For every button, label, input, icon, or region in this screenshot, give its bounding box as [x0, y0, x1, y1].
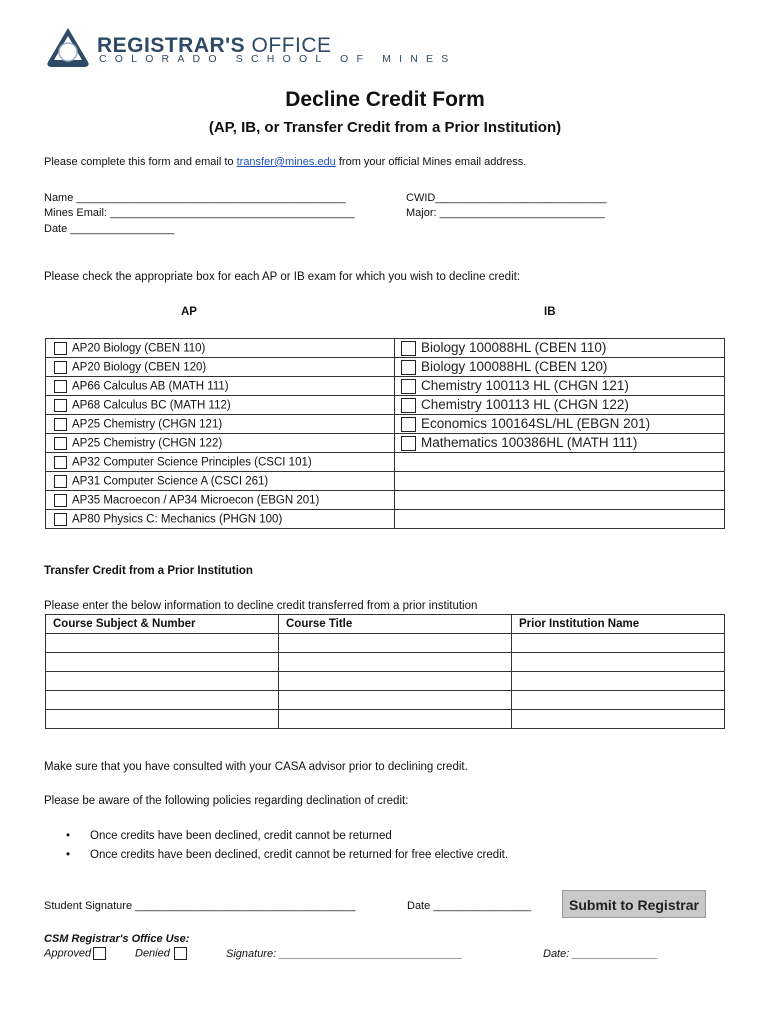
approved-label: Approved [44, 947, 92, 960]
ap-exam-label: AP80 Physics C: Mechanics (PHGN 100) [72, 513, 283, 526]
ib-cell [395, 510, 725, 529]
ib-checkbox[interactable] [401, 398, 416, 413]
ap-checkbox[interactable] [54, 361, 67, 374]
ib-cell [395, 415, 725, 434]
transfer-table [45, 614, 725, 729]
ap-exam-label: AP20 Biology (CBEN 110) [72, 342, 206, 355]
ap-checkbox[interactable] [54, 380, 67, 393]
ap-exam-label: AP20 Biology (CBEN 120) [72, 361, 207, 374]
ap-checkbox[interactable] [54, 494, 67, 507]
cwid-field[interactable]: CWID____________________________ [406, 192, 607, 204]
ap-cell [46, 339, 395, 358]
col-course-title: Course Title [279, 615, 512, 634]
ap-exam-label: AP68 Calculus BC (MATH 112) [72, 399, 231, 412]
ap-checkbox[interactable] [54, 456, 67, 469]
transfer-cell[interactable] [279, 634, 512, 653]
denied-option[interactable] [135, 947, 192, 960]
exam-row [46, 396, 725, 415]
transfer-row[interactable] [46, 710, 725, 729]
exam-row [46, 339, 725, 358]
ap-cell [46, 415, 395, 434]
ap-cell [46, 510, 395, 529]
transfer-cell[interactable] [512, 691, 725, 710]
name-field[interactable]: Name ____________________________________________ [44, 192, 346, 204]
transfer-heading: Transfer Credit from a Prior Institution [44, 565, 253, 577]
ap-exam-label: AP25 Chemistry (CHGN 122) [72, 437, 223, 450]
transfer-cell[interactable] [279, 653, 512, 672]
exam-prompt: Please check the appropriate box for each AP or IB exam for which you wish to decline credit: [44, 271, 521, 283]
ib-exam-label: Biology 100088HL (CBEN 120) [421, 358, 608, 374]
denied-checkbox[interactable] [174, 947, 187, 960]
office-signature-field[interactable]: Signature: ______________________________ [226, 948, 463, 960]
ib-cell [395, 453, 725, 472]
transfer-row[interactable] [46, 672, 725, 691]
ib-checkbox[interactable] [401, 341, 416, 356]
transfer-prompt: Please enter the below information to decline credit transferred from a prior institution [44, 600, 478, 612]
transfer-row[interactable] [46, 653, 725, 672]
approved-option[interactable] [44, 947, 111, 960]
ib-exam-label: Chemistry 100113 HL (CHGN 122) [421, 396, 629, 412]
ib-cell [395, 472, 725, 491]
ap-checkbox[interactable] [54, 513, 67, 526]
student-signature-field[interactable]: Student Signature ____________________________________ [44, 900, 356, 912]
ap-checkbox[interactable] [54, 399, 67, 412]
ib-cell [395, 339, 725, 358]
ap-cell [46, 453, 395, 472]
form-title: Decline Credit Form [285, 88, 485, 111]
ib-exam-label: Economics 100164SL/HL (EBGN 201) [421, 415, 651, 431]
ap-cell [46, 396, 395, 415]
policy-bullet-icon: • [66, 849, 71, 861]
signature-date-field[interactable]: Date ________________ [407, 900, 532, 912]
office-use-heading: CSM Registrar's Office Use: [44, 933, 190, 945]
ib-exam-label: Chemistry 100113 HL (CHGN 121) [421, 377, 629, 393]
ap-exam-label: AP35 Macroecon / AP34 Microecon (EBGN 201) [72, 494, 320, 507]
transfer-cell[interactable] [512, 653, 725, 672]
transfer-row[interactable] [46, 691, 725, 710]
ap-exam-label: AP66 Calculus AB (MATH 111) [72, 380, 229, 393]
exam-row [46, 377, 725, 396]
denied-label: Denied [135, 947, 170, 960]
transfer-cell[interactable] [46, 634, 279, 653]
transfer-cell[interactable] [512, 634, 725, 653]
ib-checkbox[interactable] [401, 436, 416, 451]
ib-cell [395, 434, 725, 453]
exam-row [46, 472, 725, 491]
ib-cell [395, 377, 725, 396]
ap-checkbox[interactable] [54, 418, 67, 431]
ap-cell [46, 491, 395, 510]
ib-cell [395, 491, 725, 510]
ap-cell [46, 377, 395, 396]
ib-column-header: IB [544, 306, 556, 318]
ap-exam-label: AP25 Chemistry (CHGN 121) [72, 418, 223, 431]
policy-item: Once credits have been declined, credit cannot be returned [90, 830, 392, 842]
transfer-cell[interactable] [512, 672, 725, 691]
col-prior-institution: Prior Institution Name [512, 615, 725, 634]
form-subtitle: (AP, IB, or Transfer Credit from a Prior Institution) [208, 119, 562, 136]
transfer-cell[interactable] [512, 710, 725, 729]
transfer-cell[interactable] [46, 710, 279, 729]
date-field[interactable]: Date _________________ [44, 223, 175, 235]
registrar-office-title: REGISTRAR'S OFFICE [97, 34, 332, 57]
major-field[interactable]: Major: ___________________________ [406, 207, 605, 219]
approved-checkbox[interactable] [93, 947, 106, 960]
policy-bullet-icon: • [66, 830, 71, 842]
ib-exam-label: Biology 100088HL (CBEN 110) [421, 339, 607, 355]
exam-row [46, 491, 725, 510]
transfer-cell[interactable] [46, 672, 279, 691]
office-date-field[interactable]: Date: ______________ [543, 948, 658, 960]
exam-row [46, 415, 725, 434]
casa-advisor-note: Make sure that you have consulted with your CASA advisor prior to declining credit. [44, 761, 468, 773]
transfer-header-row [46, 615, 725, 634]
transfer-row[interactable] [46, 634, 725, 653]
mines-logo-icon [44, 26, 92, 70]
ap-column-header: AP [181, 306, 197, 318]
transfer-cell[interactable] [46, 691, 279, 710]
exam-row [46, 434, 725, 453]
email-link[interactable]: transfer@mines.edu [236, 156, 336, 168]
ib-cell [395, 396, 725, 415]
transfer-cell[interactable] [279, 691, 512, 710]
policy-item: Once credits have been declined, credit cannot be returned for free elective credit. [90, 849, 509, 861]
ib-checkbox[interactable] [401, 379, 416, 394]
ap-checkbox[interactable] [54, 475, 67, 488]
ib-cell [395, 358, 725, 377]
instructions: Please complete this form and email to transfer@mines.edu from your official Mines email address. [44, 156, 527, 168]
school-name: COLORADO SCHOOL OF MINES [99, 53, 457, 65]
ap-cell [46, 358, 395, 377]
ib-checkbox[interactable] [401, 360, 416, 375]
mines-email-field[interactable]: Mines Email: ________________________________________ [44, 207, 355, 219]
col-course-subject: Course Subject & Number [46, 615, 279, 634]
exam-checklist-table [45, 338, 725, 529]
ap-exam-label: AP32 Computer Science Principles (CSCI 101) [72, 456, 312, 469]
submit-to-registrar-button[interactable]: Submit to Registrar [562, 890, 706, 918]
transfer-cell[interactable] [279, 672, 512, 691]
exam-row [46, 358, 725, 377]
exam-row [46, 510, 725, 529]
transfer-cell[interactable] [46, 653, 279, 672]
exam-row [46, 453, 725, 472]
ap-checkbox[interactable] [54, 342, 67, 355]
transfer-cell[interactable] [279, 710, 512, 729]
ib-checkbox[interactable] [401, 417, 416, 432]
ap-checkbox[interactable] [54, 437, 67, 450]
policies-intro: Please be aware of the following policies regarding declination of credit: [44, 795, 409, 807]
ap-cell [46, 472, 395, 491]
ib-exam-label: Mathematics 100386HL (MATH 111) [421, 434, 638, 450]
ap-cell [46, 434, 395, 453]
ap-exam-label: AP31 Computer Science A (CSCI 261) [72, 475, 269, 488]
